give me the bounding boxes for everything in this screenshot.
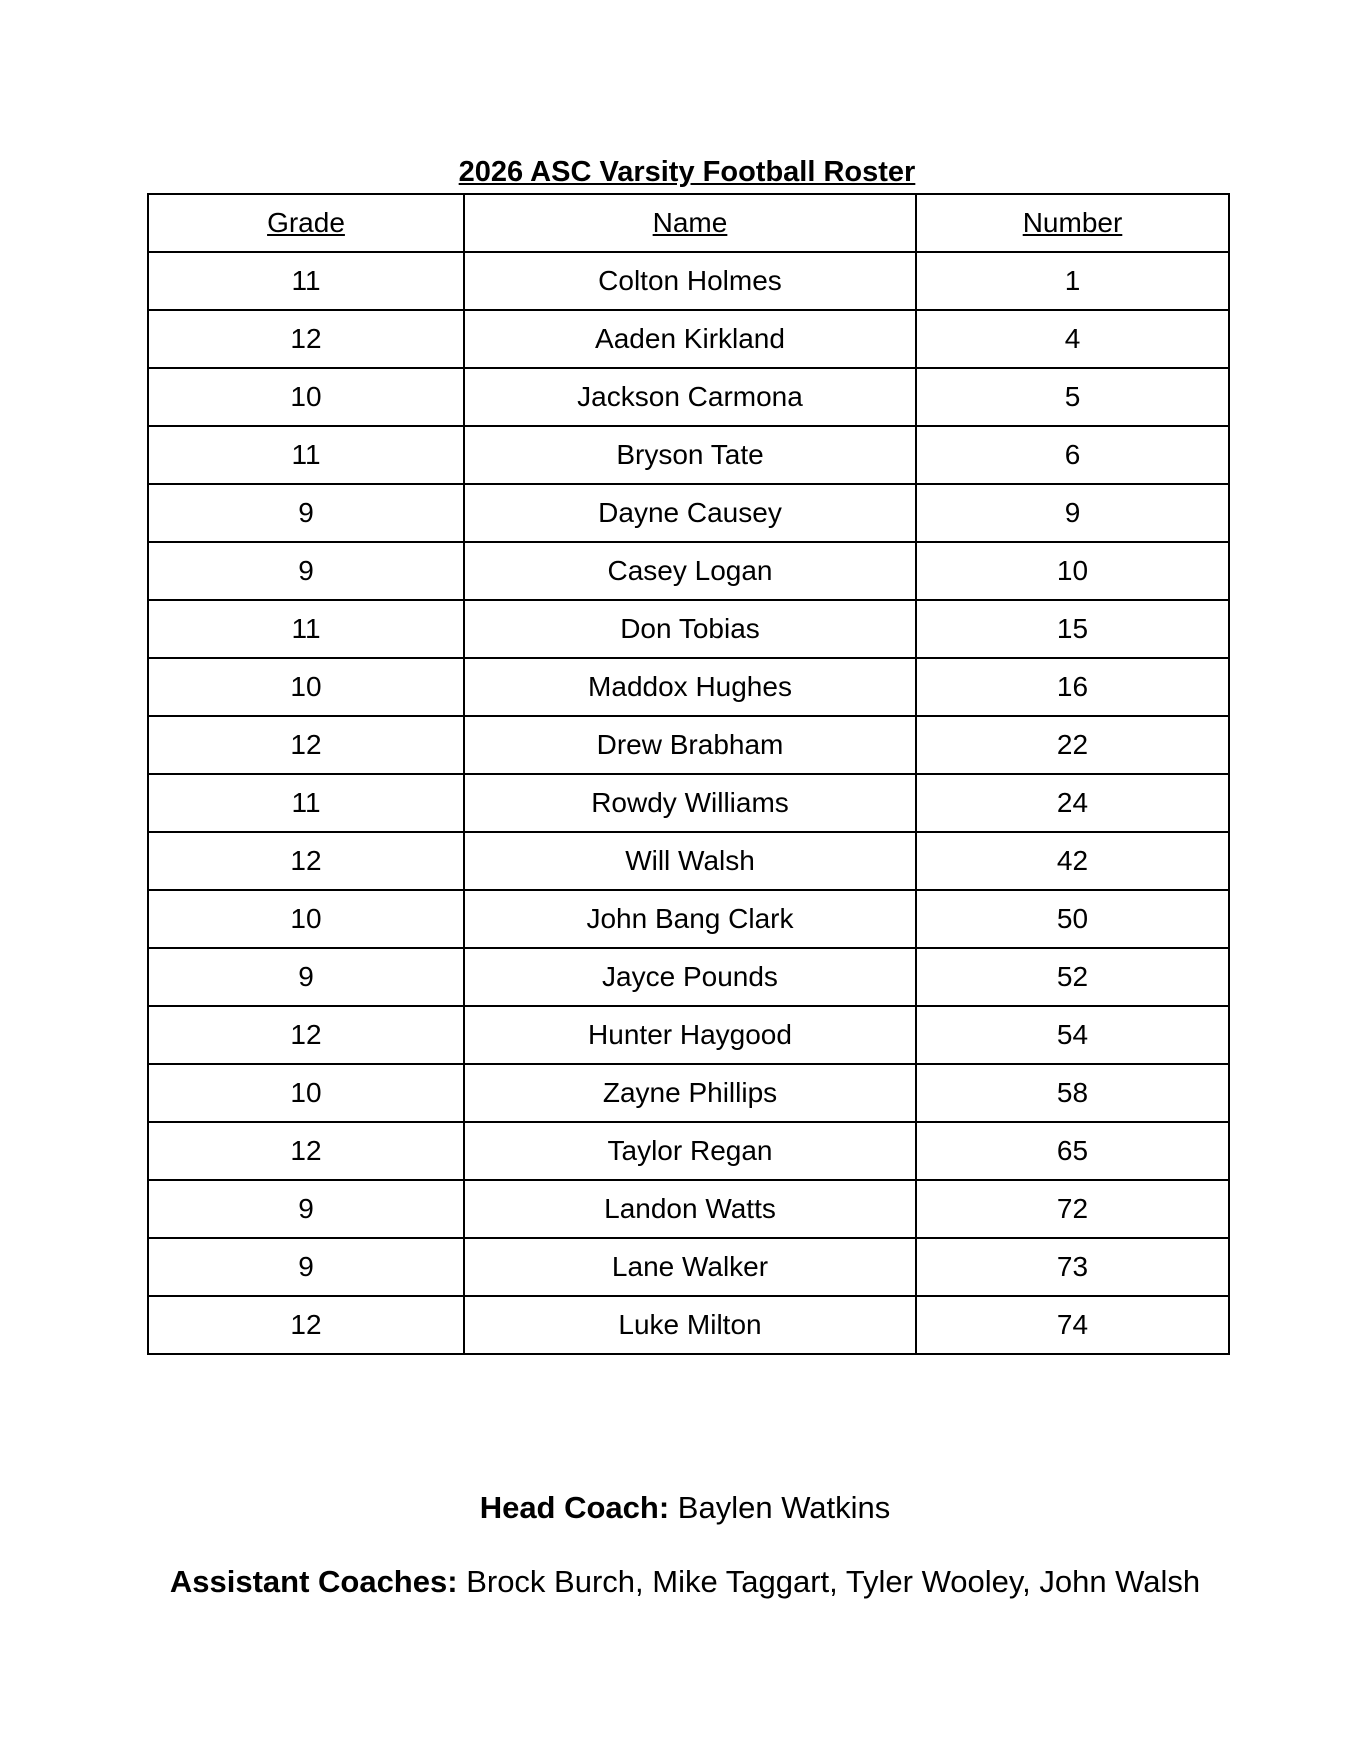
cell-name: Lane Walker [464, 1238, 916, 1296]
table-row [148, 1180, 1229, 1238]
cell-grade: 11 [148, 252, 464, 310]
cell-number: 65 [916, 1122, 1229, 1180]
cell-name: Zayne Phillips [464, 1064, 916, 1122]
cell-name: John Bang Clark [464, 890, 916, 948]
cell-number: 22 [916, 716, 1229, 774]
cell-grade: 10 [148, 658, 464, 716]
table-row [148, 542, 1229, 600]
table-row [148, 600, 1229, 658]
cell-name: Bryson Tate [464, 426, 916, 484]
table-row [148, 716, 1229, 774]
header-name [464, 194, 916, 252]
cell-number: 4 [916, 310, 1229, 368]
cell-name: Colton Holmes [464, 252, 916, 310]
cell-grade: 12 [148, 832, 464, 890]
cell-grade: 12 [148, 310, 464, 368]
cell-number: 9 [916, 484, 1229, 542]
cell-number: 50 [916, 890, 1229, 948]
head-coach-value: Baylen Watkins [677, 1490, 891, 1525]
cell-grade: 12 [148, 1006, 464, 1064]
cell-number: 74 [916, 1296, 1229, 1354]
cell-grade: 9 [148, 484, 464, 542]
cell-name: Don Tobias [464, 600, 916, 658]
cell-name: Jackson Carmona [464, 368, 916, 426]
cell-number: 1 [916, 252, 1229, 310]
cell-number: 6 [916, 426, 1229, 484]
cell-number: 58 [916, 1064, 1229, 1122]
cell-number: 73 [916, 1238, 1229, 1296]
header-name-label: Name [652, 207, 728, 238]
table-row [148, 1006, 1229, 1064]
cell-number: 10 [916, 542, 1229, 600]
cell-name: Taylor Regan [464, 1122, 916, 1180]
cell-name: Rowdy Williams [464, 774, 916, 832]
header-number [916, 194, 1229, 252]
table-row [148, 426, 1229, 484]
table-header-row [148, 194, 1229, 252]
cell-name: Maddox Hughes [464, 658, 916, 716]
cell-grade: 12 [148, 1296, 464, 1354]
cell-number: 24 [916, 774, 1229, 832]
cell-name: Dayne Causey [464, 484, 916, 542]
cell-number: 54 [916, 1006, 1229, 1064]
cell-grade: 12 [148, 716, 464, 774]
cell-name: Aaden Kirkland [464, 310, 916, 368]
cell-grade: 10 [148, 1064, 464, 1122]
table-row [148, 832, 1229, 890]
cell-number: 5 [916, 368, 1229, 426]
table-row [148, 658, 1229, 716]
table-row [148, 890, 1229, 948]
table-row [148, 948, 1229, 1006]
cell-number: 42 [916, 832, 1229, 890]
cell-grade: 11 [148, 600, 464, 658]
cell-name: Landon Watts [464, 1180, 916, 1238]
table-row [148, 310, 1229, 368]
cell-grade: 11 [148, 774, 464, 832]
cell-name: Jayce Pounds [464, 948, 916, 1006]
cell-number: 15 [916, 600, 1229, 658]
cell-grade: 10 [148, 890, 464, 948]
table-row [148, 1296, 1229, 1354]
cell-name: Luke Milton [464, 1296, 916, 1354]
table-row [148, 252, 1229, 310]
table-row [148, 484, 1229, 542]
table-row [148, 368, 1229, 426]
cell-name: Drew Brabham [464, 716, 916, 774]
cell-grade: 9 [148, 1180, 464, 1238]
cell-grade: 12 [148, 1122, 464, 1180]
assistant-coaches-label: Assistant Coaches: [169, 1564, 458, 1599]
cell-name: Casey Logan [464, 542, 916, 600]
table-row [148, 1122, 1229, 1180]
cell-number: 72 [916, 1180, 1229, 1238]
table-row [148, 774, 1229, 832]
assistant-coaches-value: Brock Burch, Mike Taggart, Tyler Wooley, John Walsh [466, 1564, 1201, 1599]
cell-number: 52 [916, 948, 1229, 1006]
cell-grade: 11 [148, 426, 464, 484]
table-row [148, 1238, 1229, 1296]
header-number-label: Number [1022, 207, 1123, 238]
roster-table [147, 193, 1230, 1355]
cell-grade: 9 [148, 542, 464, 600]
head-coach-label: Head Coach: [479, 1490, 670, 1525]
assistant-coaches-line [100, 1562, 1270, 1602]
cell-grade: 9 [148, 948, 464, 1006]
cell-grade: 10 [148, 368, 464, 426]
table-row [148, 1064, 1229, 1122]
header-grade [148, 194, 464, 252]
cell-name: Will Walsh [464, 832, 916, 890]
roster-body [148, 252, 1229, 1354]
header-grade-label: Grade [267, 207, 345, 238]
cell-name: Hunter Haygood [464, 1006, 916, 1064]
cell-number: 16 [916, 658, 1229, 716]
head-coach-line [100, 1488, 1270, 1528]
cell-grade: 9 [148, 1238, 464, 1296]
roster-title: 2026 ASC Varsity Football Roster [458, 156, 916, 188]
